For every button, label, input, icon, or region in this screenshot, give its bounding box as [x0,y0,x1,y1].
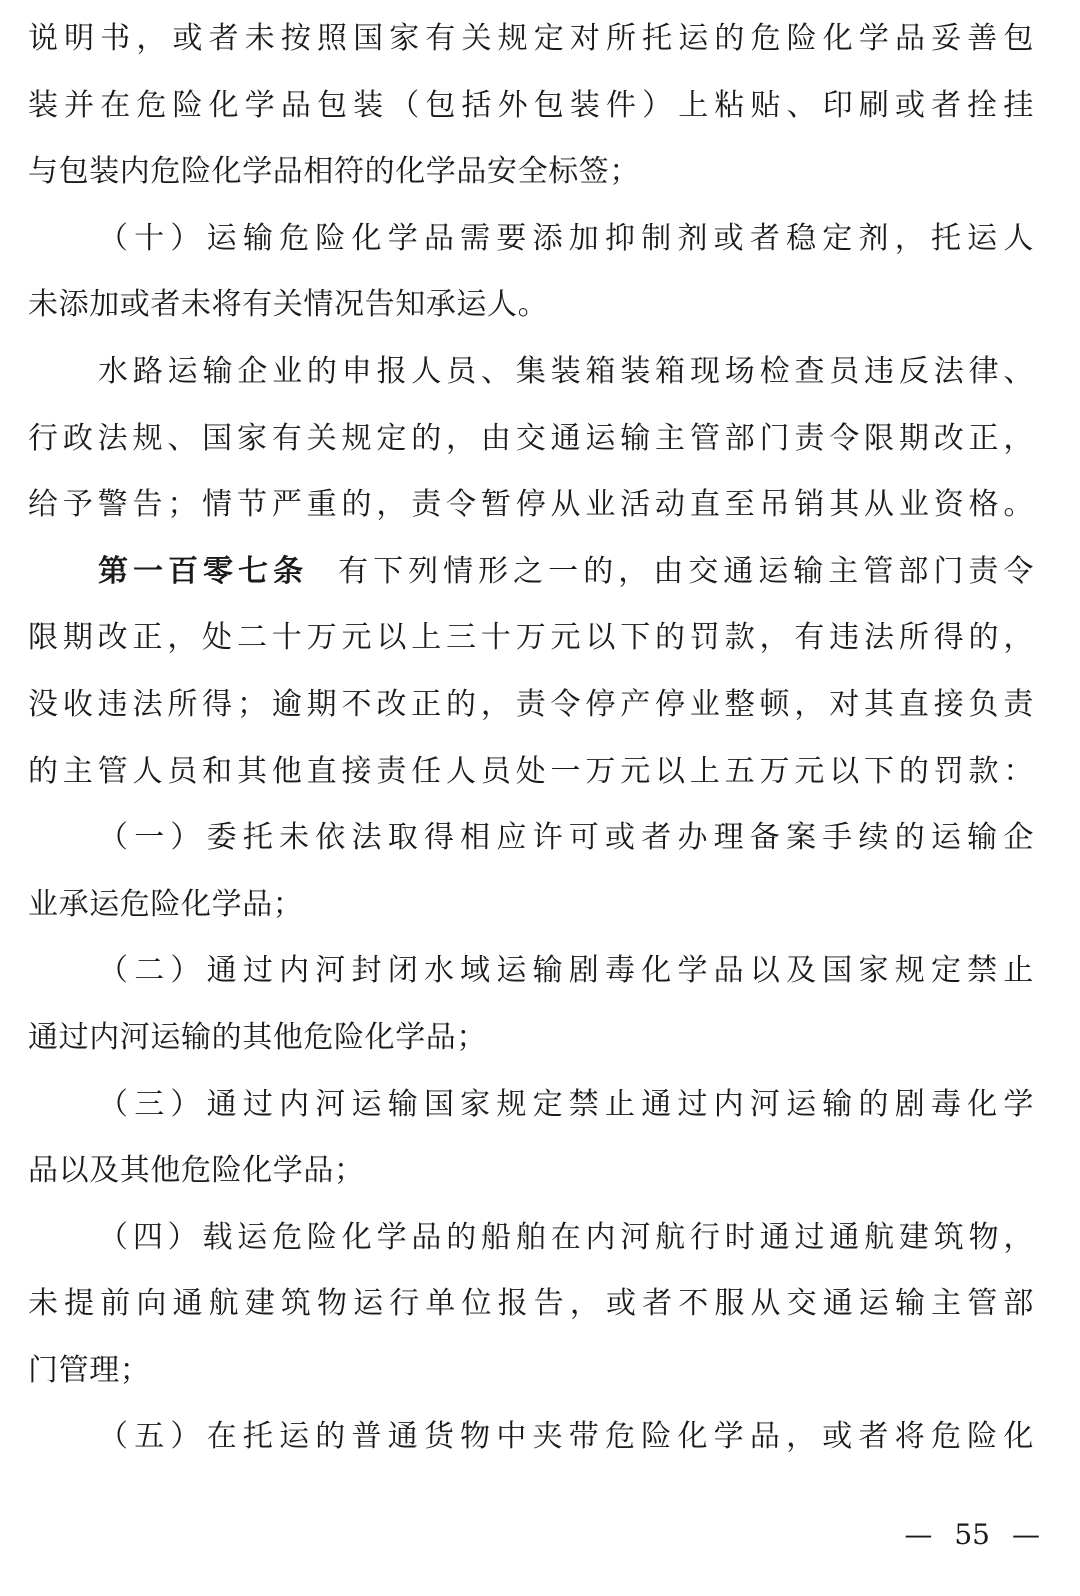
text-line: （三）通过内河运输国家规定禁止通过内河运输的剧毒化学 [98,1086,1034,1122]
text-line: 行政法规、国家有关规定的，由交通运输主管部门责令限期改正， [28,420,1034,456]
text-line: 限期改正，处二十万元以上三十万元以下的罚款，有违法所得的， [28,620,1034,656]
text-line: （四）载运危险化学品的船舶在内河航行时通过通航建筑物， [98,1219,1034,1255]
text-line: 没收违法所得；逾期不改正的，责令停产停业整顿，对其直接负责 [28,686,1034,722]
text-line: 未提前向通航建筑物运行单位报告，或者不服从交通运输主管部 [28,1286,1034,1322]
text-line: 门管理； [28,1352,151,1388]
page-number: 55 [954,1518,990,1551]
text-line: （一）委托未依法取得相应许可或者办理备案手续的运输企 [98,820,1034,856]
text-line: 业承运危险化学品； [28,886,304,922]
text-line: 给予警告；情节严重的，责令暂停从业活动直至吊销其从业资格。 [28,487,1034,523]
text-line: 与包装内危险化学品相符的化学品安全标签； [28,154,640,190]
page-footer [0,1510,1080,1560]
text-line: （五）在托运的普通货物中夹带危险化学品，或者将危险化 [98,1419,1034,1455]
article-line [28,539,1034,606]
text-line: （十）运输危险化学品需要添加抑制剂或者稳定剂，托运人 [98,220,1034,256]
text-line: 通过内河运输的其他危险化学品； [28,1019,487,1055]
page-number-block [904,1510,1040,1560]
article-heading: 第一百零七条 [98,553,309,589]
article-text: 有下列情形之一的，由交通运输主管部门责令 [338,553,1034,589]
text-line: 品以及其他危险化学品； [28,1153,365,1189]
text-line: 的主管人员和其他直接责任人员处一万元以上五万元以下的罚款： [28,753,1034,789]
text-line: 水路运输企业的申报人员、集装箱装箱现场检查员违反法律、 [98,353,1034,389]
text-line: 装并在危险化学品包装（包括外包装件）上粘贴、印刷或者拴挂 [28,87,1034,123]
text-line: （二）通过内河封闭水域运输剧毒化学品以及国家规定禁止 [98,953,1034,989]
text-line: 未添加或者未将有关情况告知承运人。 [28,287,549,323]
text-line: 说明书，或者未按照国家有关规定对所托运的危险化学品妥善包 [28,21,1034,56]
footer-dash-right: — [1012,1518,1040,1551]
footer-dash-left: — [904,1518,933,1551]
